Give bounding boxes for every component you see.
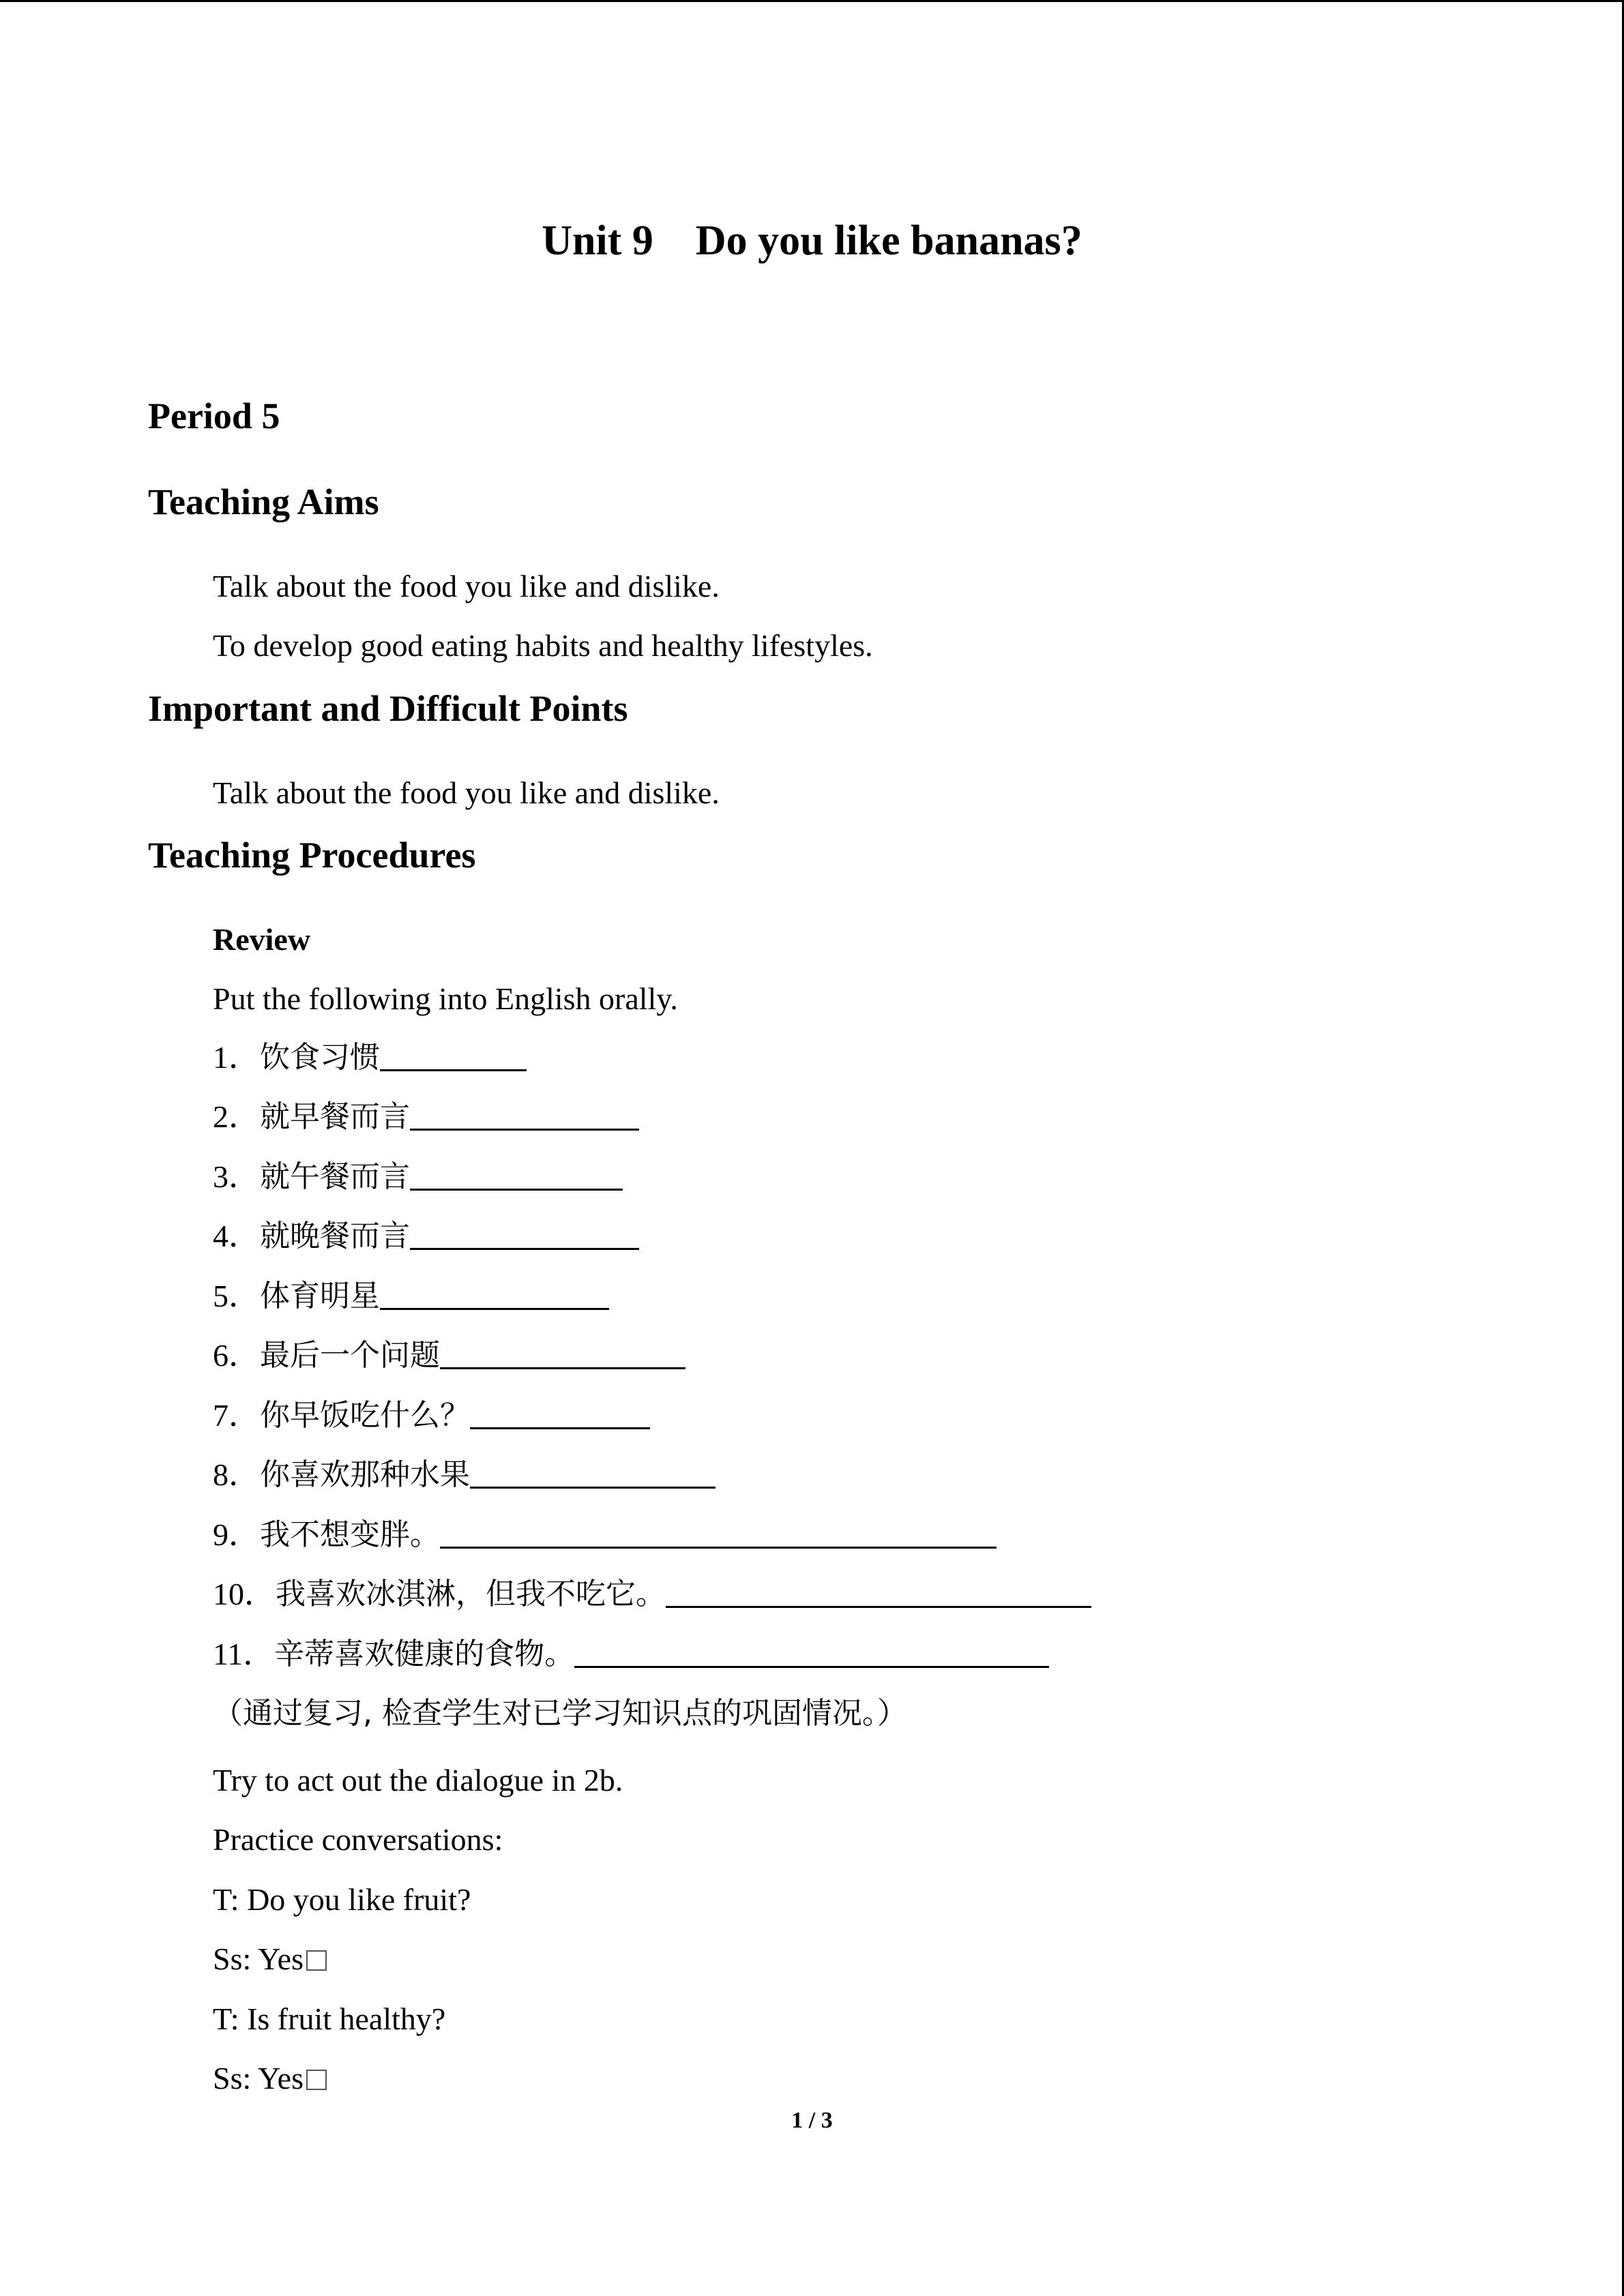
review-question — [213, 1037, 527, 1078]
dialogue-line — [213, 2058, 327, 2099]
dialogue-line — [213, 1879, 471, 1920]
review-question — [213, 1097, 639, 1137]
answer-blank — [410, 1248, 639, 1250]
page-number: 1 / 3 — [791, 2108, 833, 2133]
period-heading: Period 5 — [148, 396, 280, 436]
review-instruction: Put the following into English orally. — [213, 981, 678, 1016]
review-question — [213, 1395, 650, 1436]
question-number: 1． — [213, 1040, 260, 1075]
answer-blank — [574, 1666, 1049, 1668]
teaching-procedures-heading: Teaching Procedures — [148, 835, 476, 876]
answer-blank — [470, 1427, 650, 1429]
question-number: 9． — [213, 1517, 260, 1552]
practice-label: Practice conversations: — [213, 1822, 503, 1857]
answer-blank — [440, 1547, 996, 1549]
answer-blank — [410, 1129, 639, 1131]
review-question — [213, 1574, 1091, 1615]
answer-blank — [440, 1367, 685, 1369]
question-number: 10． — [213, 1577, 276, 1611]
dialogue-line — [213, 1999, 445, 2040]
question-text: 就午餐而言 — [260, 1159, 410, 1194]
review-question — [213, 1335, 685, 1376]
question-number: 3． — [213, 1159, 260, 1194]
question-text: 你喜欢那种水果 — [260, 1457, 470, 1492]
question-number: 6． — [213, 1338, 260, 1373]
answer-blank — [470, 1487, 715, 1489]
question-number: 2． — [213, 1099, 260, 1134]
dialogue-line — [213, 1939, 327, 1980]
question-text: 我不想变胖。 — [260, 1517, 440, 1552]
question-text: 我喜欢冰淇淋，但我不吃它。 — [276, 1577, 666, 1611]
question-number: 11． — [213, 1637, 275, 1671]
question-text: 就早餐而言 — [260, 1099, 410, 1134]
question-text: 就晚餐而言 — [260, 1219, 410, 1253]
answer-blank — [666, 1606, 1091, 1608]
act-out-instruction: Try to act out the dialogue in 2b. — [213, 1763, 623, 1798]
question-number: 5． — [213, 1279, 260, 1313]
important-points-heading: Important and Difficult Points — [148, 688, 628, 729]
review-question — [213, 1216, 639, 1257]
review-question — [213, 1515, 996, 1555]
question-text: 饮食习惯 — [260, 1040, 380, 1075]
review-question — [213, 1157, 623, 1197]
question-text: 体育明星 — [260, 1279, 380, 1313]
question-number: 4． — [213, 1219, 260, 1253]
review-heading: Review — [213, 922, 311, 957]
review-question — [213, 1634, 1049, 1675]
review-question — [213, 1455, 715, 1495]
checkbox-icon — [306, 2070, 327, 2090]
checkbox-icon — [306, 1950, 327, 1971]
teaching-aim-item: To develop good eating habits and healthy lifestyles. — [213, 628, 873, 663]
dialogue-text: Ss: Yes — [213, 1941, 304, 1976]
answer-blank — [380, 1308, 609, 1310]
question-number: 7． — [213, 1398, 260, 1433]
question-text: 最后一个问题 — [260, 1338, 440, 1373]
dialogue-text: Ss: Yes — [213, 2061, 304, 2096]
question-text: 你早饭吃什么？ — [260, 1398, 470, 1433]
answer-blank — [410, 1189, 623, 1191]
teaching-aims-heading: Teaching Aims — [148, 481, 379, 522]
review-note: （通过复习, 检查学生对已学习知识点的巩固情况。） — [213, 1696, 907, 1731]
review-question — [213, 1276, 609, 1317]
dialogue-text: T: Do you like fruit? — [213, 1882, 471, 1917]
document-title: Unit 9 Do you like bananas? — [542, 218, 1082, 264]
dialogue-text: T: Is fruit healthy? — [213, 2001, 446, 2036]
question-text: 辛蒂喜欢健康的食物。 — [274, 1637, 575, 1671]
important-point-item: Talk about the food you like and dislike. — [213, 775, 720, 810]
question-number: 8． — [213, 1457, 260, 1492]
teaching-aim-item: Talk about the food you like and dislike. — [213, 569, 720, 603]
answer-blank — [380, 1069, 527, 1071]
